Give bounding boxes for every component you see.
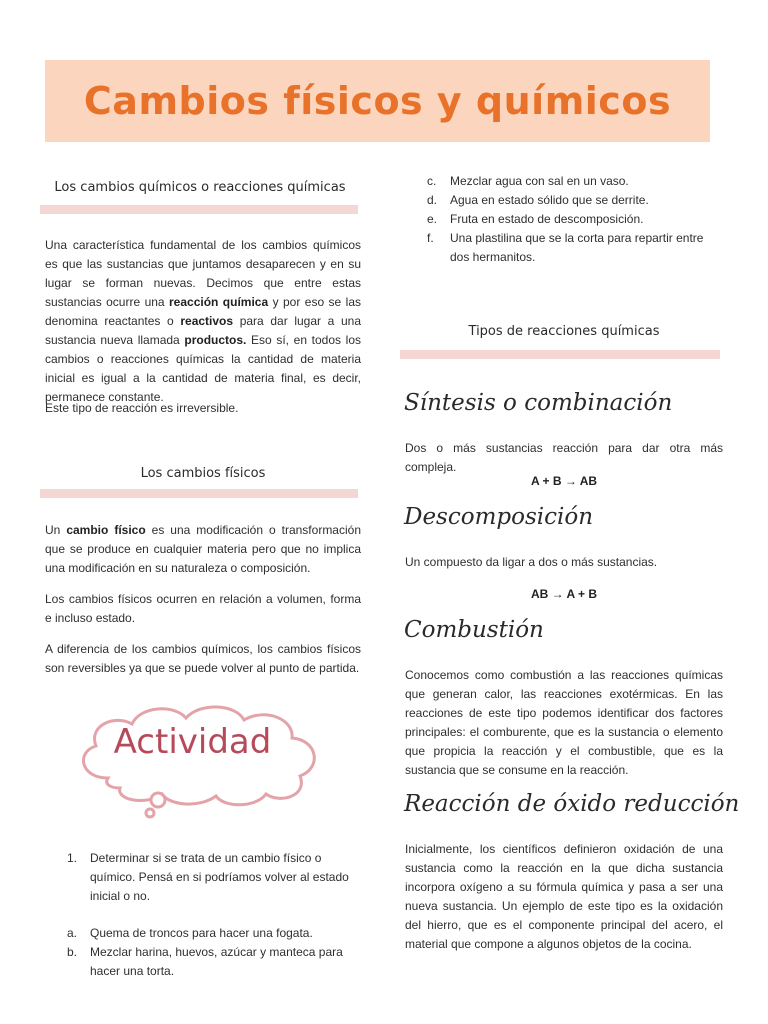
list-marker: f. (427, 231, 434, 245)
physical-changes-heading: Los cambios físicos (140, 466, 266, 481)
list-item-text: Agua en estado sólido que se derrite. (450, 193, 649, 207)
list-item (45, 849, 363, 906)
text-run: Eso sí, en todos los cambios o reacciones químicas la cantidad de materia inicial es igual a la cantidad de materia final, es decir, permanece constante. (45, 333, 361, 404)
list-item-text: Una plastilina que se la corta para repartir entre dos hermanitos. (450, 231, 704, 264)
list-item (405, 229, 725, 267)
bold-term: reactivos (180, 314, 234, 328)
list-marker: 1. (67, 851, 78, 865)
bold-term: cambio físico (66, 523, 146, 537)
chemical-changes-paragraph (45, 236, 361, 407)
physical-changes-paragraph-3: A diferencia de los cambios químicos, los cambios físicos son reversibles ya que se puede volver al punto de partida. (45, 642, 361, 675)
list-item (45, 924, 363, 943)
activity-list (45, 849, 363, 981)
title-banner (45, 60, 710, 142)
redox-text: Inicialmente, los científicos definieron oxidación de una sustancia como la reacción en la que dicha sustancia incorpora oxígeno a su fórmula química y pasa a ser una nueva sustancia. Un ejemplo de este tipo es la oxidación del hierro, que es el componente principal del acero, el material que compone a algunos objetos de la cocina. (405, 842, 723, 951)
list-marker: a. (67, 926, 78, 940)
text-run: para dar lugar a una sustancia nueva llamada (45, 314, 361, 347)
physical-changes-paragraph-2: Los cambios físicos ocurren en relación a volumen, forma e incluso estado. (45, 592, 361, 625)
bold-term: reacción química (169, 295, 269, 309)
synthesis-title: Síntesis o combinación (404, 390, 673, 416)
list-marker: c. (427, 174, 437, 188)
list-item-text: Quema de troncos para hacer una fogata. (90, 926, 313, 940)
heading-underline-bar (40, 489, 358, 498)
text-run: es una modificación o transformación que se produce en cualquier materia pero que no implica una modificación en su naturaleza o composición. (45, 523, 361, 575)
heading-underline-bar (40, 205, 358, 214)
list-item-text: Mezclar harina, huevos, azúcar y manteca para hacer una torta. (90, 945, 343, 978)
decomposition-text: Un compuesto da ligar a dos o más sustancias. (405, 555, 658, 569)
list-item (45, 943, 363, 981)
synthesis-text: Dos o más sustancias reacción para dar otra más compleja. (405, 441, 723, 474)
text-run: Una característica fundamental de los cambios químicos es que las sustancias que juntamos desaparecen y en su lugar se forman nuevas. Decimos que entre estas sustancias ocurre una (45, 238, 361, 309)
list-item-text: Mezclar agua con sal en un vaso. (450, 174, 629, 188)
list-marker: e. (427, 212, 438, 226)
list-item (405, 210, 725, 229)
list-item-text: Determinar si se trata de un cambio físico o químico. Pensá en si podríamos volver al estado inicial o no. (90, 851, 349, 903)
synthesis-formula: A + B → AB (530, 474, 598, 488)
text-run: Un (45, 523, 67, 537)
decomposition-formula: AB → A + B (530, 587, 598, 601)
physical-changes-paragraph (45, 521, 361, 578)
activity-label: Actividad (113, 722, 272, 762)
list-item (405, 191, 725, 210)
heading-underline-bar (400, 350, 720, 359)
activity-list-continued (405, 172, 725, 267)
list-item-text: Fruta en estado de descomposición. (450, 212, 644, 226)
list-item (405, 172, 725, 191)
page-title: Cambios físicos y químicos (83, 79, 672, 123)
redox-title: Reacción de óxido reducción (404, 791, 740, 817)
text-run: y por eso se las denomina reactantes o (45, 295, 361, 328)
irreversible-text: Este tipo de reacción es irreversible. (45, 401, 239, 415)
chemical-changes-heading: Los cambios químicos o reacciones químicas (54, 180, 346, 195)
combustion-text: Conocemos como combustión a las reacciones químicas que generan calor, las reacciones exotérmicas. En las reacciones de este tipo podemos identificar dos factores principales: el comburente, que es la sustancia o elemento que propicia la reacción y el combustible, que es la sustancia que se consume en la reacción. (405, 668, 723, 777)
bold-term: productos. (184, 333, 247, 347)
list-marker: d. (427, 193, 438, 207)
reaction-types-heading: Tipos de reacciones químicas (468, 324, 660, 339)
combustion-title: Combustión (404, 617, 544, 643)
list-marker: b. (67, 945, 78, 959)
decomposition-title: Descomposición (404, 504, 594, 530)
